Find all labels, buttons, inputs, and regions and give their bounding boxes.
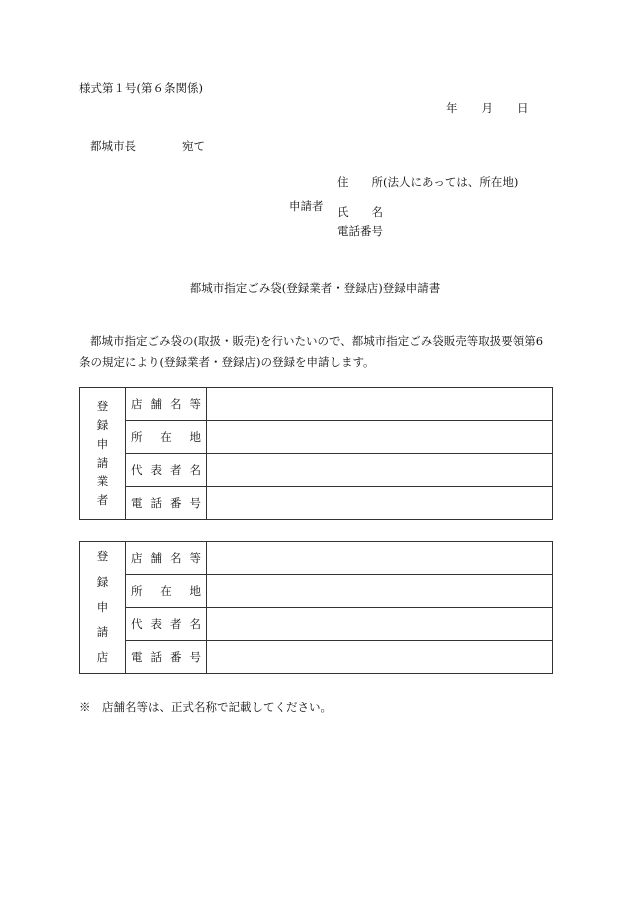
addressee — [90, 138, 205, 154]
table1-label-phone: 電話番号 — [126, 487, 207, 520]
table1-field-address[interactable] — [207, 421, 553, 454]
table2-label-address: 所在地 — [126, 575, 207, 608]
document-title: 都城市指定ごみ袋(登録業者・登録店)登録申請書 — [189, 281, 441, 295]
table1-side-label: 登録申請業者 — [96, 398, 109, 508]
table1-label-representative: 代表者名 — [126, 454, 207, 487]
table2-side-label: 登録申請店 — [96, 549, 109, 665]
table1-side-label-cell — [80, 388, 126, 520]
table2-field-address[interactable] — [207, 575, 553, 608]
body-text: 都城市指定ごみ袋の(取扱・販売)を行いたいので、都城市指定ごみ袋販売等取扱要領第6条の規定により(登録業者・登録店)の登録を申請します。 — [79, 334, 544, 369]
table1-label-shop-name: 店舗名等 — [126, 388, 207, 421]
date-month-label: 月 — [481, 101, 493, 115]
table1-field-representative[interactable] — [207, 454, 553, 487]
table2-field-representative[interactable] — [207, 608, 553, 641]
table1-field-phone[interactable] — [207, 487, 553, 520]
addressee-suffix: 宛て — [182, 139, 205, 153]
registered-store-table — [79, 541, 553, 674]
table2-field-shop-name[interactable] — [207, 542, 553, 575]
table2-side-label-cell — [80, 542, 126, 674]
footnote: ※ 店舗名等は、正式名称で記載してください。 — [79, 700, 332, 714]
table1-label-address: 所在地 — [126, 421, 207, 454]
date-day-label: 日 — [517, 101, 529, 115]
registered-business-table — [79, 387, 553, 520]
date-line — [446, 100, 529, 116]
applicant-phone-label: 電話番号 — [337, 224, 383, 238]
addressee-name: 都城市長 — [90, 139, 136, 153]
table2-field-phone[interactable] — [207, 641, 553, 674]
form-number: 様式第１号(第６条関係) — [79, 81, 203, 95]
table2-label-phone: 電話番号 — [126, 641, 207, 674]
applicant-address-label: 住 所(法人にあっては、所在地) — [337, 175, 519, 189]
table2-label-representative: 代表者名 — [126, 608, 207, 641]
applicant-label: 申請者 — [289, 199, 324, 213]
table2-label-shop-name: 店舗名等 — [126, 542, 207, 575]
table1-field-shop-name[interactable] — [207, 388, 553, 421]
applicant-name-label: 氏 名 — [337, 205, 383, 219]
date-year-label: 年 — [446, 101, 458, 115]
